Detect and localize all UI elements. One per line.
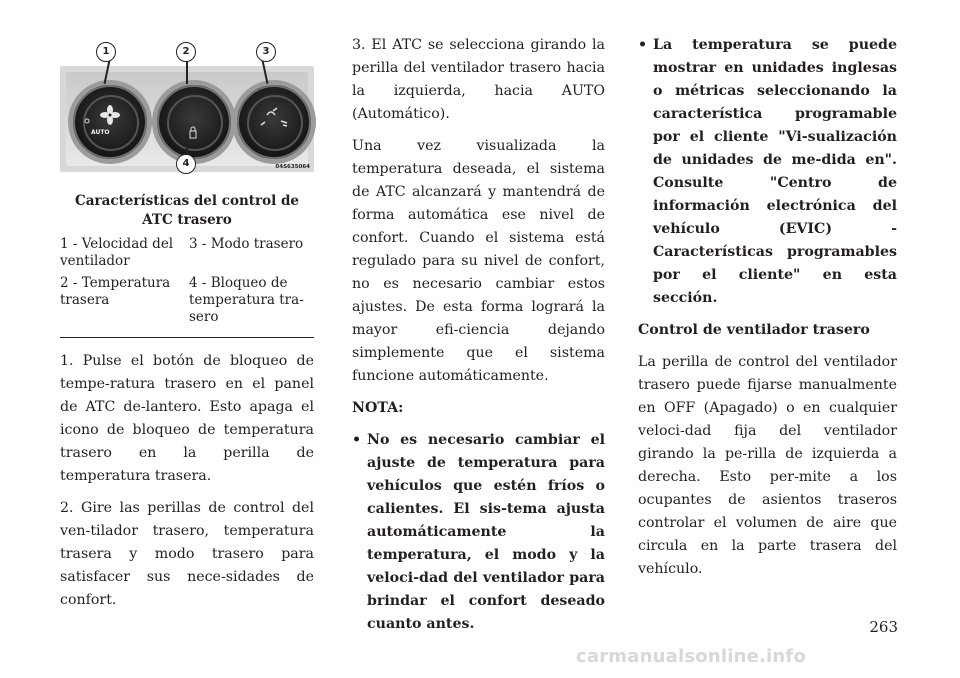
- fan-icon: [73, 85, 147, 159]
- legend-row: [60, 275, 314, 326]
- lock-icon: [157, 85, 231, 159]
- step-2: 2. Gire las perillas de control del ven-tilador trasero, temperatura trasera y modo trasero para satisfacer sus nece-sidades de confort.: [60, 500, 314, 608]
- page-number: 263: [869, 618, 898, 636]
- figure-caption: Características del control de ATC trasero: [75, 193, 299, 228]
- rear-temperature-knob: [152, 80, 236, 164]
- section-heading: Control de ventilador trasero: [638, 322, 870, 338]
- middle-column: [352, 34, 605, 636]
- callout-2: 2: [176, 42, 196, 62]
- left-column: [60, 350, 314, 612]
- airflow-mode-icon: [237, 85, 311, 159]
- callout-1: 1: [96, 42, 116, 62]
- auto-label: AUTO: [91, 129, 110, 136]
- figure-code: 04S635064: [275, 164, 310, 170]
- watermark: carmanualsonline.info: [576, 646, 807, 667]
- legend-item-3: 3 - Modo trasero: [189, 236, 304, 252]
- atc-paragraph: Una vez visualizada la temperatura deseada, el sistema de ATC alcanzará y mantendrá de forma automática ese nivel de confort. Cuando el sistema está regulado para su nivel de confort, no es necesario cambiar estos ajustes. De esta forma logrará la mayor efi-ciencia dejando simplemente que el sistema funcione automáticamente.: [352, 138, 605, 384]
- right-column: [638, 34, 897, 581]
- legend-row: [60, 236, 314, 270]
- atc-control-figure: [60, 38, 314, 178]
- units-bullet: • La temperatura se puede mostrar en unidades inglesas o métricas seleccionando la característica programable por el cliente "Vi-sualización de unidades de me-dida en". Consulte "Centro de información electrónica del vehículo (EVIC) - Características programables por el cliente" en esta sección.: [638, 34, 897, 310]
- legend-item-2: 2 - Temperatura trasera: [60, 275, 171, 308]
- figure-legend: [60, 236, 314, 338]
- step-3: 3. El ATC se selecciona girando la perilla del ventilador trasero hacia la izquierda, hacia AUTO (Automático).: [352, 37, 605, 122]
- note-label: NOTA:: [352, 400, 404, 416]
- legend-item-1: 1 - Velocidad del ventilador: [60, 236, 174, 269]
- step-1: 1. Pulse el botón de bloqueo de tempe-ratura trasero en el panel de ATC de-lantero. Esto apaga el icono de bloqueo de temperatura trasero en la perilla de temperatura trasera.: [60, 353, 314, 484]
- rear-mode-knob: [232, 80, 316, 164]
- legend-item-4: 4 - Bloqueo de temperatura tra-sero: [189, 275, 304, 325]
- callout-4: 4: [176, 154, 196, 174]
- callout-3: 3: [256, 42, 276, 62]
- fan-speed-knob: [68, 80, 152, 164]
- note-bullet: • No es necesario cambiar el ajuste de temperatura para vehículos que estén fríos o calientes. El sis-tema ajusta automáticamente la temperatura, el modo y la veloci-dad del ventilador para brindar el confort deseado cuanto antes.: [352, 429, 605, 636]
- fan-control-paragraph: La perilla de control del ventilador trasero puede fijarse manualmente en OFF (Apagado) o en cualquier veloci-dad fija del ventilador girando la pe-rilla de izquierda a derecha. Esto per-mite a los ocupantes de asientos traseros controlar el volumen de aire que circula en la parte trasera del vehículo.: [638, 354, 897, 577]
